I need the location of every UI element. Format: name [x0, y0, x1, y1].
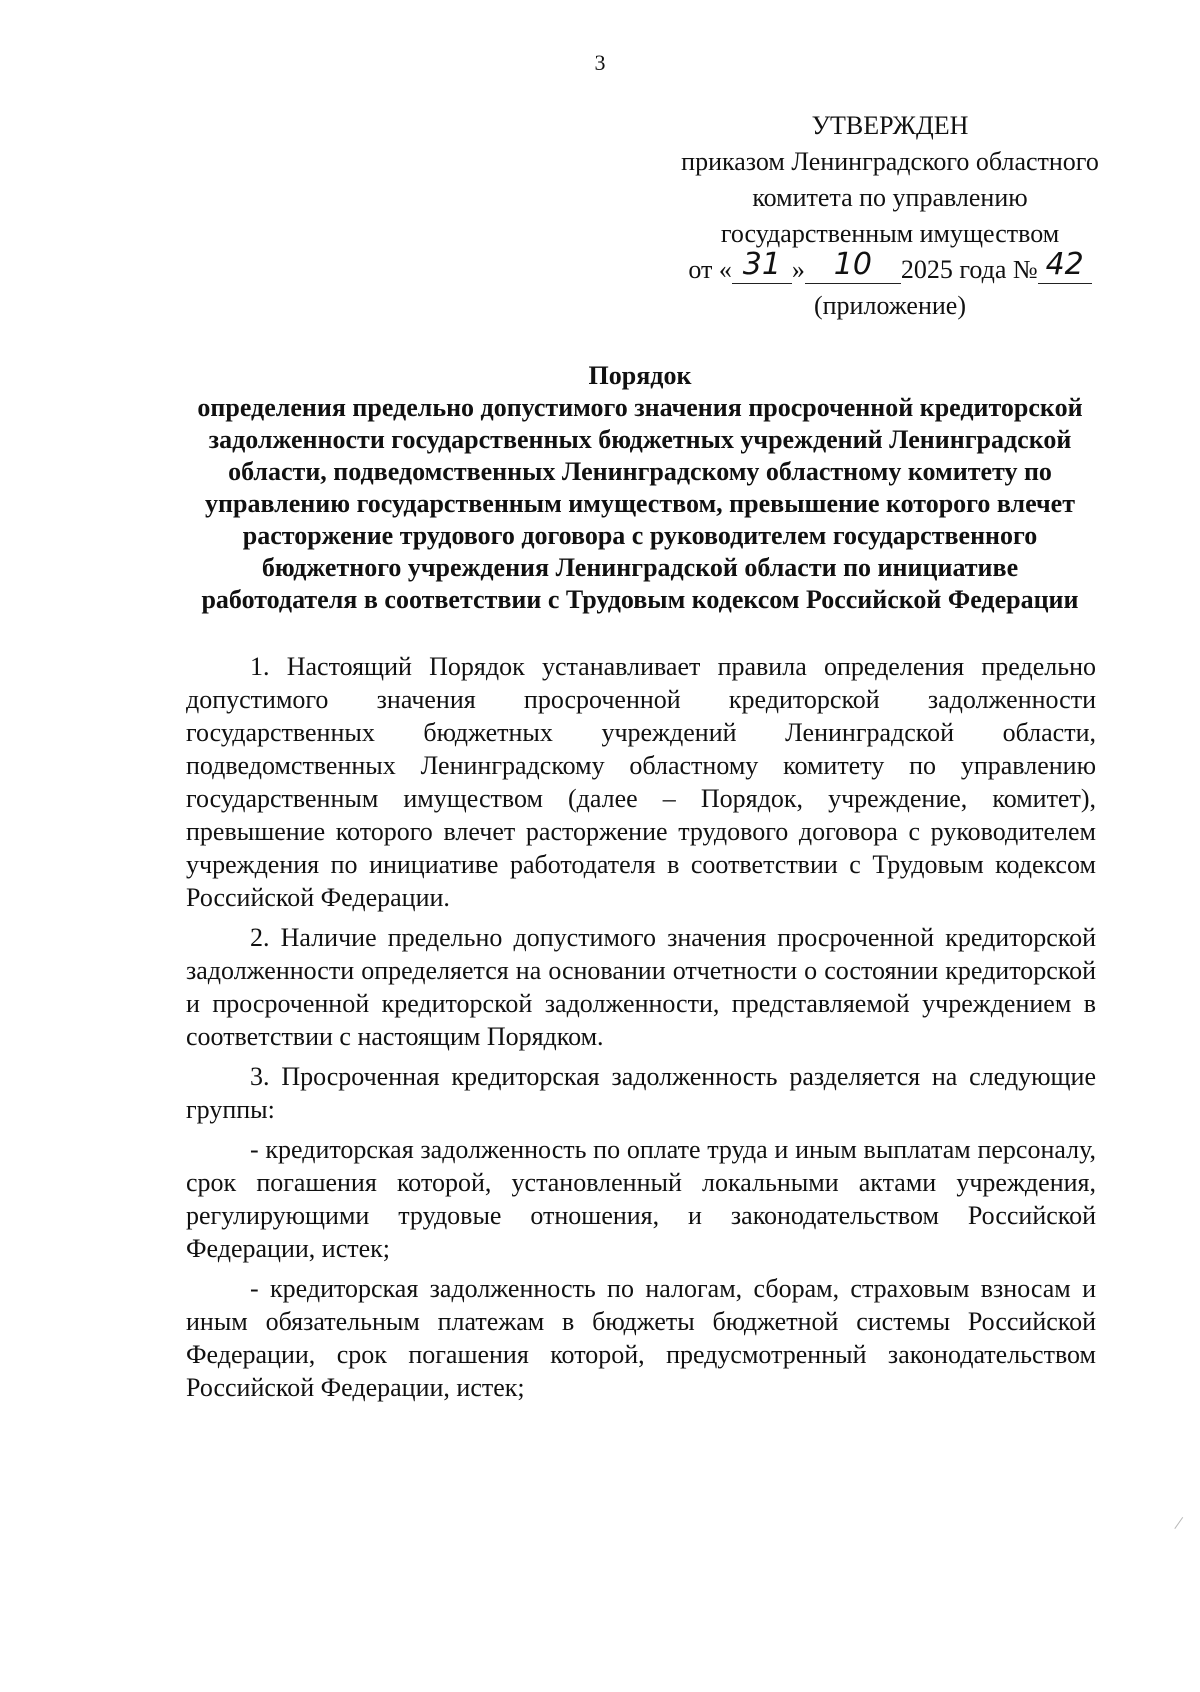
handwritten-order-number: [1038, 247, 1092, 284]
paragraph-2: 2. Наличие предельно допустимого значения просроченной кредиторской задолженности определяется на основании отчетности о состоянии кредиторской и просроченной кредиторской задолженности, представляемой учреждением в соответствии с настоящим Порядком.: [186, 923, 1096, 1051]
list-item-taxes: - кредиторская задолженность по налогам, сборам, страховым взносам и иным обязательным платежам в бюджеты бюджетной системы Российской Федерации, срок погашения которой, предусмотренный законодательством Российской Федерации, истек;: [186, 1274, 1096, 1402]
approval-note: (приложение): [813, 291, 966, 320]
paragraph-3: 3. Просроченная кредиторская задолженность разделяется на следующие группы:: [186, 1062, 1096, 1124]
title-line: управлению государственным имуществом, превышение которого влечет: [205, 489, 1075, 518]
handwritten-month: [805, 247, 901, 284]
title-line: определения предельно допустимого значения просроченной кредиторской: [197, 393, 1083, 422]
approval-line-3: государственным имуществом: [720, 219, 1060, 248]
scan-artifact-mark: [1174, 1517, 1194, 1537]
title-line: задолженности государственных бюджетных учреждений Ленинградской: [208, 425, 1072, 454]
title-heading: Порядок: [588, 361, 692, 390]
list-item-wages: - кредиторская задолженность по оплате труда и иным выплатам персоналу, срок погашения которой, установленный локальными актами учреждения, регулирующими трудовые отношения, и законодательством Российской Федерации, истек;: [186, 1135, 1096, 1263]
date-prefix: от «: [688, 255, 732, 284]
document-body: [186, 650, 1096, 1411]
paragraph-1: 1. Настоящий Порядок устанавливает правила определения предельно допустимого значения просроченной кредиторской задолженности государственных бюджетных учреждений Ленинградской области, подведомственных Ленинградскому областному комитету по управлению государственным имуществом (далее – Порядок, учреждение, комитет), превышение которого влечет расторжение трудового договора с руководителем учреждения по инициативе работодателя в соответствии с Трудовым кодексом Российской Федерации.: [186, 652, 1096, 912]
approval-stamp-block: [640, 108, 1140, 324]
title-line: области, подведомственных Ленинградскому областному комитету по: [228, 457, 1052, 486]
approval-line-1: приказом Ленинградского областного: [681, 147, 1099, 176]
order-number-value: 42: [1045, 247, 1084, 282]
year-text: 2025 года №: [900, 255, 1038, 284]
document-title: [175, 360, 1105, 616]
date-mid: »: [791, 255, 805, 284]
handwritten-day: [732, 247, 792, 284]
day-value: 31: [742, 247, 781, 282]
approval-heading: УТВЕРЖДЕН: [811, 111, 969, 140]
approval-line-2: комитета по управлению: [752, 183, 1028, 212]
title-line: расторжение трудового договора с руководителем государственного: [242, 521, 1038, 550]
title-line: бюджетного учреждения Ленинградской области по инициативе: [261, 553, 1019, 582]
title-line: работодателя в соответствии с Трудовым кодексом Российской Федерации: [201, 585, 1079, 614]
approval-date-line: [640, 247, 1140, 288]
month-value: 10: [833, 247, 872, 282]
page-number: 3: [594, 50, 606, 75]
